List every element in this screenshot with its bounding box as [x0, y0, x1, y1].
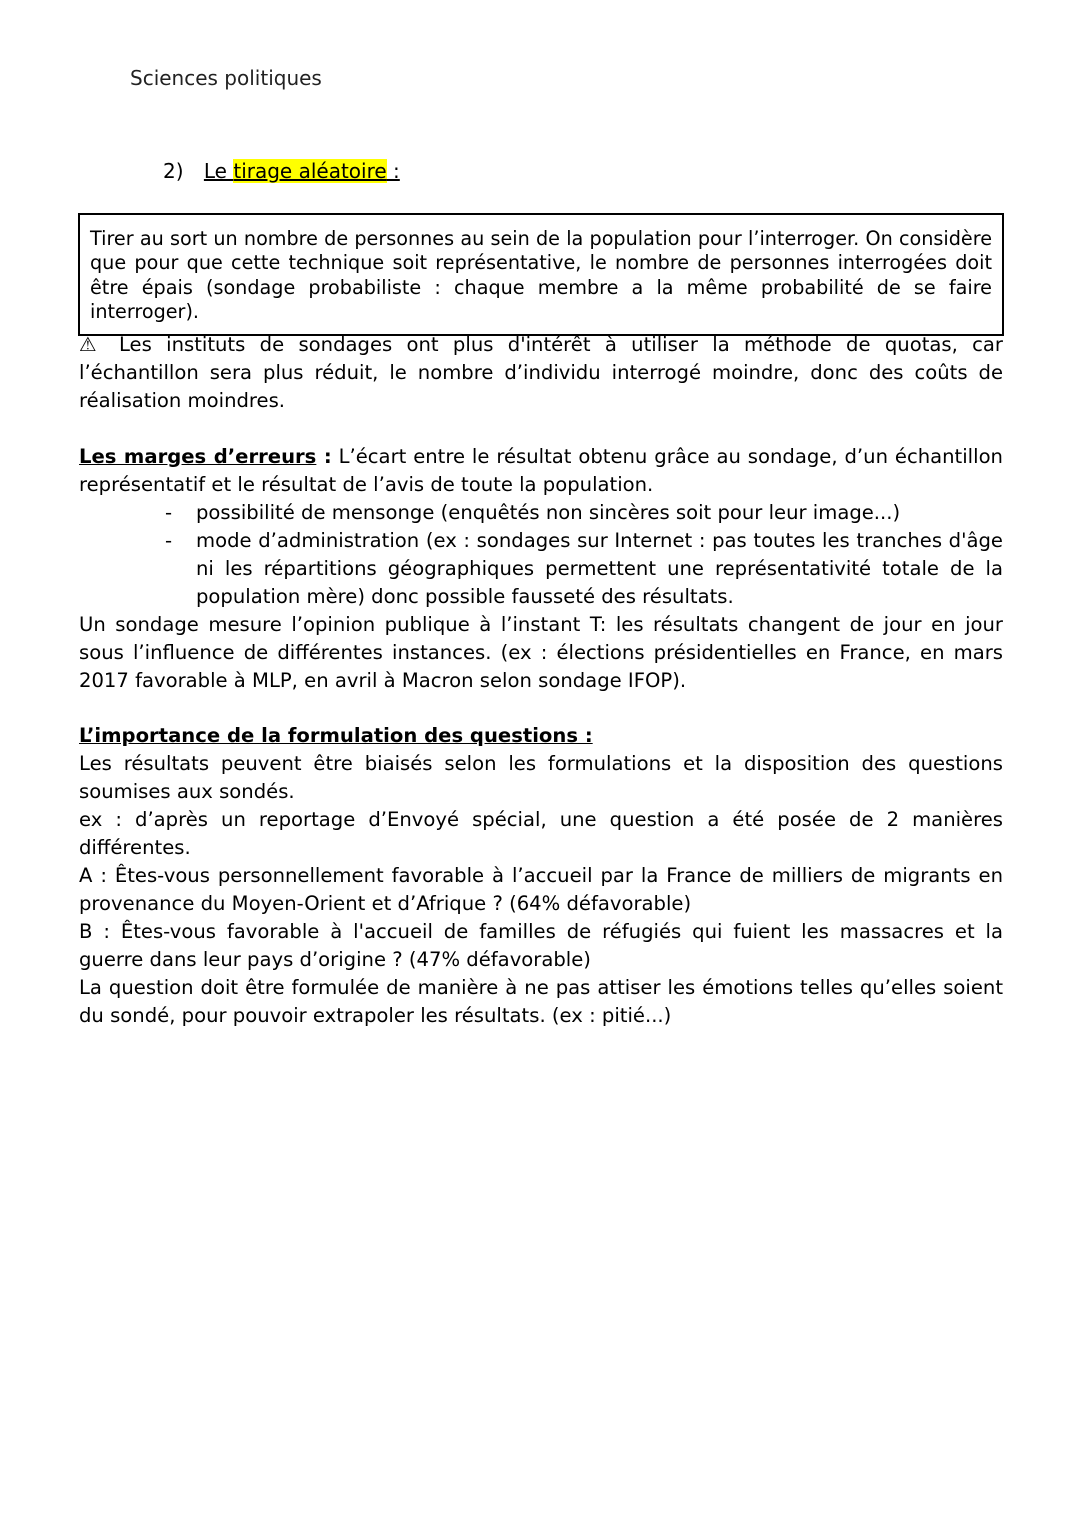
margins-definition-paragraph	[79, 443, 1003, 499]
section-title-highlight: tirage aléatoire	[233, 159, 387, 183]
section-number: 2)	[163, 159, 184, 183]
formulation-question-a: A : Êtes-vous personnellement favorable à l’accueil par la France de milliers de migrants en provenance du Moyen-Orient et d’Afrique ? (64% défavorable)	[79, 864, 1003, 915]
definition-box: Tirer au sort un nombre de personnes au sein de la population pour l’interroger. On considère que pour que cette technique soit représentative, le nombre de personnes interrogées doit être épais (sondage probabiliste : chaque membre a la même probabilité de se faire interroger).	[78, 213, 1004, 336]
margins-conclusion: Un sondage mesure l’opinion publique à l’instant T: les résultats changent de jour en jour sous l’influence de différentes instances. (ex : élections présidentielles en France, en mars 2017 favorable à MLP, en avril à Macron selon sondage IFOP).	[79, 613, 1003, 692]
warning-icon: ⚠	[79, 333, 105, 356]
warning-text: Les instituts de sondages ont plus d'intérêt à utiliser la méthode de quotas, car l’échantillon sera plus réduit, le nombre d’individu interrogé moindre, donc des coûts de réalisation moindres.	[79, 333, 1003, 412]
list-item	[79, 527, 1003, 611]
bullet-text: possibilité de mensonge (enquêtés non sincères soit pour leur image...)	[196, 501, 901, 524]
warning-block	[79, 331, 1003, 415]
formulation-intro: Les résultats peuvent être biaisés selon les formulations et la disposition des questions soumises aux sondés.	[79, 752, 1003, 803]
document-header: Sciences politiques	[130, 66, 322, 90]
margins-term: Les marges d’erreurs	[79, 445, 317, 468]
margins-definition: L’écart entre le résultat obtenu grâce au sondage, d’un échantillon représentatif et le résultat de l’avis de toute la population.	[79, 445, 1003, 496]
list-item	[79, 499, 1003, 527]
margins-bullet-list	[79, 499, 1003, 611]
formulation-heading: L’importance de la formulation des questions :	[79, 724, 593, 747]
formulation-example: ex : d’après un reportage d’Envoyé spécial, une question a été posée de 2 manières différentes.	[79, 808, 1003, 859]
section-title-prefix: Le	[203, 159, 227, 183]
margins-colon: :	[316, 445, 332, 468]
warning-paragraph	[79, 331, 1003, 415]
bullet-text: mode d’administration (ex : sondages sur Internet : pas toutes les tranches d'âge ni les répartitions géographiques permettent une représentativité totale de la population mère) donc possible fausseté des résultats.	[196, 529, 1003, 608]
section-heading	[163, 158, 400, 184]
section-title-suffix: :	[386, 159, 400, 183]
bullet-marker: -	[165, 529, 173, 552]
bullet-marker: -	[165, 501, 173, 524]
formulation-section	[79, 722, 1003, 1030]
formulation-question-b: B : Êtes-vous favorable à l'accueil de familles de réfugiés qui fuient les massacres et la guerre dans leur pays d’origine ? (47% défavorable)	[79, 920, 1003, 971]
margins-section	[79, 443, 1003, 695]
section-title	[204, 159, 400, 183]
formulation-conclusion: La question doit être formulée de manière à ne pas attiser les émotions telles qu’elles soient du sondé, pour pouvoir extrapoler les résultats. (ex : pitié...)	[79, 976, 1003, 1027]
